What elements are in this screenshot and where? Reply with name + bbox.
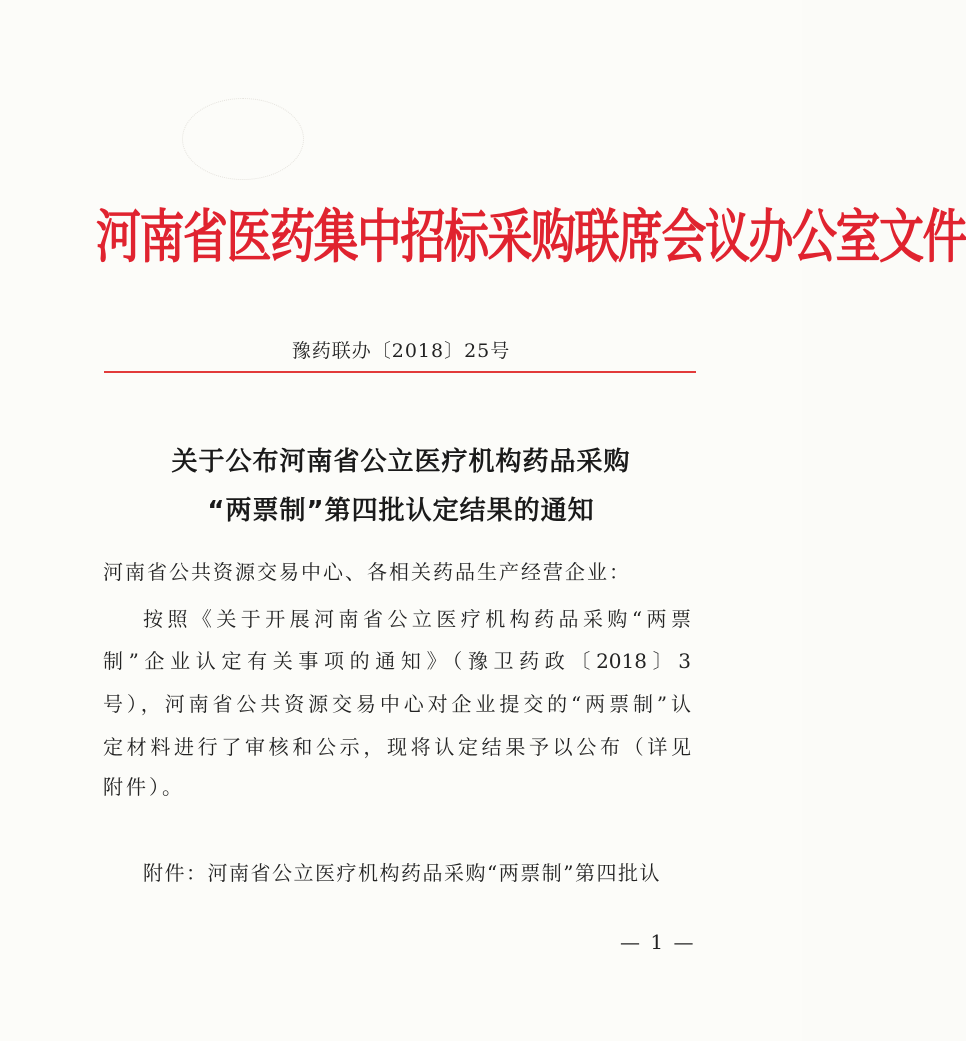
notice-title-line-2: “两票制”第四批认定结果的通知 [207, 496, 595, 526]
page-number: — 1 — [620, 930, 696, 954]
body-line-2: 制”企业认定有关事项的通知》（豫卫药政〔2018〕3 [103, 649, 691, 673]
body-line-1: 按照《关于开展河南省公立医疗机构药品采购“两票 [143, 607, 691, 631]
body-line-4: 定材料进行了审核和公示，现将认定结果予以公布（详见 [103, 735, 691, 759]
document-number: 豫药联办〔2018〕25号 [291, 340, 511, 362]
notice-title-line-1: 关于公布河南省公立医疗机构药品采购 [171, 447, 631, 477]
body-line-5: 附件）。 [103, 775, 185, 799]
faint-stamp-trace [182, 98, 304, 180]
body-line-3: 号），河南省公共资源交易中心对企业提交的“两票制”认 [103, 692, 691, 716]
salutation: 河南省公共资源交易中心、各相关药品生产经营企业： [103, 560, 631, 584]
issuer-header: 河南省医药集中招标采购联席会议办公室文件 [96, 202, 966, 271]
red-divider-line [104, 371, 696, 373]
attachment-line: 附件：河南省公立医疗机构药品采购“两票制”第四批认 [143, 861, 661, 885]
